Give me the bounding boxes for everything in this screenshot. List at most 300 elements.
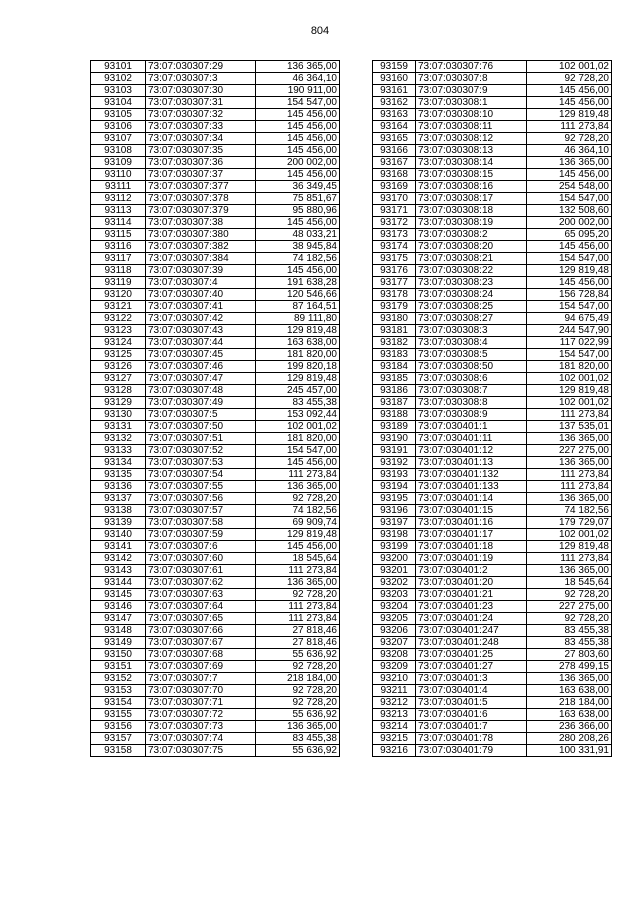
cadastral-number: 73:07:030307:46	[146, 361, 256, 373]
cadastral-value: 46 364,10	[256, 73, 340, 85]
table-row	[91, 421, 340, 433]
table-row	[373, 445, 612, 457]
cadastral-value: 111 273,84	[256, 469, 340, 481]
cadastral-value: 102 001,02	[256, 421, 340, 433]
record-number: 93191	[373, 445, 416, 457]
record-number: 93159	[373, 61, 416, 73]
cadastral-number: 73:07:030308:21	[416, 253, 527, 265]
cadastral-number: 73:07:030401:132	[416, 469, 527, 481]
table-row	[91, 193, 340, 205]
record-number: 93153	[91, 685, 146, 697]
table-row	[91, 157, 340, 169]
record-number: 93205	[373, 613, 416, 625]
cadastral-value: 280 208,26	[527, 733, 612, 745]
cadastral-value: 129 819,48	[527, 109, 612, 121]
cadastral-number: 73:07:030308:23	[416, 277, 527, 289]
cadastral-value: 83 455,38	[256, 397, 340, 409]
record-number: 93105	[91, 109, 146, 121]
table-row	[91, 313, 340, 325]
table-row	[91, 121, 340, 133]
table-row	[91, 517, 340, 529]
record-number: 93139	[91, 517, 146, 529]
table-row	[91, 265, 340, 277]
cadastral-number: 73:07:030307:36	[146, 157, 256, 169]
table-row	[373, 85, 612, 97]
cadastral-value: 92 728,20	[527, 133, 612, 145]
record-number: 93178	[373, 289, 416, 301]
cadastral-value: 145 456,00	[527, 277, 612, 289]
table-row	[91, 205, 340, 217]
cadastral-value: 145 456,00	[527, 241, 612, 253]
table-row	[373, 673, 612, 685]
cadastral-number: 73:07:030307:42	[146, 313, 256, 325]
cadastral-value: 129 819,48	[527, 265, 612, 277]
table-row	[373, 745, 612, 757]
cadastral-value: 181 820,00	[256, 349, 340, 361]
cadastral-number: 73:07:030401:15	[416, 505, 527, 517]
table-row	[373, 169, 612, 181]
cadastral-number: 73:07:030307:66	[146, 625, 256, 637]
table-row	[91, 373, 340, 385]
cadastral-value: 154 547,00	[256, 445, 340, 457]
cadastral-number: 73:07:030307:61	[146, 565, 256, 577]
record-number: 93158	[91, 745, 146, 757]
table-row	[373, 553, 612, 565]
cadastral-number: 73:07:030307:34	[146, 133, 256, 145]
cadastral-value: 136 365,00	[527, 673, 612, 685]
record-number: 93210	[373, 673, 416, 685]
cadastral-number: 73:07:030308:9	[416, 409, 527, 421]
table-row	[91, 97, 340, 109]
cadastral-value: 218 184,00	[527, 697, 612, 709]
record-number: 93131	[91, 421, 146, 433]
cadastral-value: 83 455,38	[256, 733, 340, 745]
table-row	[91, 457, 340, 469]
cadastral-value: 181 820,00	[527, 361, 612, 373]
record-number: 93192	[373, 457, 416, 469]
record-number: 93145	[91, 589, 146, 601]
table-row	[373, 157, 612, 169]
cadastral-number: 73:07:030307:59	[146, 529, 256, 541]
record-number: 93101	[91, 61, 146, 73]
cadastral-value: 95 880,96	[256, 205, 340, 217]
page-number: 804	[310, 25, 330, 37]
cadastral-value: 145 456,00	[256, 133, 340, 145]
record-number: 93212	[373, 697, 416, 709]
cadastral-number: 73:07:030401:1	[416, 421, 527, 433]
record-number: 93150	[91, 649, 146, 661]
cadastral-number: 73:07:030307:8	[416, 73, 527, 85]
table-row	[91, 481, 340, 493]
record-number: 93157	[91, 733, 146, 745]
table-row	[91, 145, 340, 157]
table-row	[91, 361, 340, 373]
cadastral-value: 156 728,84	[527, 289, 612, 301]
table-row	[373, 109, 612, 121]
record-number: 93202	[373, 577, 416, 589]
cadastral-number: 73:07:030401:7	[416, 721, 527, 733]
cadastral-value: 227 275,00	[527, 445, 612, 457]
record-number: 93201	[373, 565, 416, 577]
record-number: 93197	[373, 517, 416, 529]
cadastral-value: 136 365,00	[527, 493, 612, 505]
cadastral-value: 75 851,67	[256, 193, 340, 205]
cadastral-value: 111 273,84	[527, 121, 612, 133]
record-number: 93140	[91, 529, 146, 541]
record-number: 93123	[91, 325, 146, 337]
table-row	[373, 541, 612, 553]
cadastral-number: 73:07:030308:18	[416, 205, 527, 217]
cadastral-number: 73:07:030307:39	[146, 265, 256, 277]
table-row	[91, 709, 340, 721]
cadastral-value: 200 002,00	[527, 217, 612, 229]
cadastral-number: 73:07:030307:43	[146, 325, 256, 337]
cadastral-value: 154 547,00	[527, 193, 612, 205]
cadastral-value: 92 728,20	[256, 685, 340, 697]
cadastral-number: 73:07:030401:78	[416, 733, 527, 745]
cadastral-number: 73:07:030307:63	[146, 589, 256, 601]
table-row	[373, 277, 612, 289]
record-number: 93185	[373, 373, 416, 385]
cadastral-value: 92 728,20	[256, 493, 340, 505]
table-row	[373, 217, 612, 229]
cadastral-value: 132 508,60	[527, 205, 612, 217]
cadastral-number: 73:07:030307:38	[146, 217, 256, 229]
cadastral-value: 111 273,84	[256, 601, 340, 613]
cadastral-number: 73:07:030307:3	[146, 73, 256, 85]
table-row	[373, 193, 612, 205]
table-row	[373, 601, 612, 613]
table-row	[91, 637, 340, 649]
table-row	[91, 745, 340, 757]
record-number: 93199	[373, 541, 416, 553]
cadastral-value: 102 001,02	[527, 373, 612, 385]
cadastral-number: 73:07:030307:384	[146, 253, 256, 265]
cadastral-number: 73:07:030307:56	[146, 493, 256, 505]
table-row	[91, 349, 340, 361]
table-row	[91, 529, 340, 541]
cadastral-number: 73:07:030401:21	[416, 589, 527, 601]
table-row	[91, 85, 340, 97]
table-row	[91, 649, 340, 661]
table-row	[373, 697, 612, 709]
cadastral-number: 73:07:030401:247	[416, 625, 527, 637]
record-number: 93109	[91, 157, 146, 169]
cadastral-number: 73:07:030307:55	[146, 481, 256, 493]
cadastral-value: 111 273,84	[527, 481, 612, 493]
cadastral-number: 73:07:030401:23	[416, 601, 527, 613]
cadastral-number: 73:07:030308:20	[416, 241, 527, 253]
cadastral-number: 73:07:030307:49	[146, 397, 256, 409]
table-row	[91, 613, 340, 625]
cadastral-value: 38 945,84	[256, 241, 340, 253]
record-number: 93149	[91, 637, 146, 649]
record-number: 93200	[373, 553, 416, 565]
cadastral-value: 145 456,00	[527, 85, 612, 97]
cadastral-value: 181 820,00	[256, 433, 340, 445]
record-number: 93135	[91, 469, 146, 481]
table-row	[91, 493, 340, 505]
cadastral-number: 73:07:030307:73	[146, 721, 256, 733]
record-number: 93104	[91, 97, 146, 109]
table-row	[91, 469, 340, 481]
register-table-left	[90, 60, 340, 757]
table-row	[373, 577, 612, 589]
cadastral-value: 129 819,48	[256, 325, 340, 337]
table-row	[373, 265, 612, 277]
table-row	[91, 73, 340, 85]
record-number: 93209	[373, 661, 416, 673]
table-row	[373, 469, 612, 481]
cadastral-number: 73:07:030401:16	[416, 517, 527, 529]
cadastral-value: 65 095,20	[527, 229, 612, 241]
register-table-right	[372, 60, 612, 757]
cadastral-value: 218 184,00	[256, 673, 340, 685]
cadastral-value: 136 365,00	[256, 577, 340, 589]
cadastral-number: 73:07:030307:70	[146, 685, 256, 697]
cadastral-number: 73:07:030308:8	[416, 397, 527, 409]
table-row	[91, 385, 340, 397]
record-number: 93115	[91, 229, 146, 241]
cadastral-number: 73:07:030307:54	[146, 469, 256, 481]
record-number: 93204	[373, 601, 416, 613]
cadastral-number: 73:07:030401:2	[416, 565, 527, 577]
record-number: 93165	[373, 133, 416, 145]
record-number: 93134	[91, 457, 146, 469]
table-row	[373, 253, 612, 265]
record-number: 93215	[373, 733, 416, 745]
record-number: 93114	[91, 217, 146, 229]
record-number: 93133	[91, 445, 146, 457]
table-row	[373, 289, 612, 301]
table-row	[91, 505, 340, 517]
table-row	[91, 253, 340, 265]
cadastral-number: 73:07:030401:6	[416, 709, 527, 721]
record-number: 93208	[373, 649, 416, 661]
cadastral-number: 73:07:030307:58	[146, 517, 256, 529]
cadastral-number: 73:07:030307:29	[146, 61, 256, 73]
cadastral-value: 145 456,00	[527, 97, 612, 109]
table-row	[91, 673, 340, 685]
record-number: 93155	[91, 709, 146, 721]
record-number: 93179	[373, 301, 416, 313]
table-row	[373, 337, 612, 349]
cadastral-number: 73:07:030401:12	[416, 445, 527, 457]
cadastral-number: 73:07:030401:5	[416, 697, 527, 709]
record-number: 93196	[373, 505, 416, 517]
cadastral-number: 73:07:030307:35	[146, 145, 256, 157]
cadastral-value: 145 456,00	[256, 541, 340, 553]
record-number: 93184	[373, 361, 416, 373]
record-number: 93152	[91, 673, 146, 685]
cadastral-number: 73:07:030401:17	[416, 529, 527, 541]
cadastral-number: 73:07:030307:64	[146, 601, 256, 613]
table-row	[373, 229, 612, 241]
table-row	[373, 481, 612, 493]
cadastral-value: 145 456,00	[256, 121, 340, 133]
cadastral-value: 92 728,20	[527, 613, 612, 625]
cadastral-number: 73:07:030307:53	[146, 457, 256, 469]
cadastral-number: 73:07:030307:40	[146, 289, 256, 301]
record-number: 93190	[373, 433, 416, 445]
record-number: 93143	[91, 565, 146, 577]
record-number: 93122	[91, 313, 146, 325]
table-row	[91, 589, 340, 601]
cadastral-number: 73:07:030401:79	[416, 745, 527, 757]
cadastral-number: 73:07:030401:27	[416, 661, 527, 673]
table-row	[373, 61, 612, 73]
record-number: 93136	[91, 481, 146, 493]
cadastral-number: 73:07:030307:44	[146, 337, 256, 349]
cadastral-number: 73:07:030307:5	[146, 409, 256, 421]
table-row	[373, 385, 612, 397]
cadastral-number: 73:07:030401:20	[416, 577, 527, 589]
cadastral-value: 191 638,28	[256, 277, 340, 289]
record-number: 93106	[91, 121, 146, 133]
cadastral-number: 73:07:030401:14	[416, 493, 527, 505]
cadastral-number: 73:07:030307:71	[146, 697, 256, 709]
table-row	[373, 685, 612, 697]
cadastral-number: 73:07:030307:382	[146, 241, 256, 253]
table-row	[91, 109, 340, 121]
record-number: 93195	[373, 493, 416, 505]
cadastral-number: 73:07:030401:4	[416, 685, 527, 697]
cadastral-number: 73:07:030401:24	[416, 613, 527, 625]
record-number: 93108	[91, 145, 146, 157]
table-row	[373, 457, 612, 469]
cadastral-value: 145 456,00	[256, 109, 340, 121]
table-row	[373, 589, 612, 601]
record-number: 93107	[91, 133, 146, 145]
table-row	[91, 433, 340, 445]
cadastral-number: 73:07:030307:50	[146, 421, 256, 433]
table-row	[91, 277, 340, 289]
cadastral-value: 18 545,64	[527, 577, 612, 589]
table-row	[91, 301, 340, 313]
table-row	[91, 685, 340, 697]
cadastral-value: 145 456,00	[256, 265, 340, 277]
cadastral-value: 102 001,02	[527, 529, 612, 541]
record-number: 93132	[91, 433, 146, 445]
table-row	[373, 661, 612, 673]
cadastral-number: 73:07:030307:52	[146, 445, 256, 457]
cadastral-value: 154 547,00	[527, 349, 612, 361]
table-row	[373, 325, 612, 337]
record-number: 93124	[91, 337, 146, 349]
record-number: 93144	[91, 577, 146, 589]
table-row	[373, 517, 612, 529]
cadastral-value: 154 547,00	[256, 97, 340, 109]
cadastral-value: 154 547,00	[527, 301, 612, 313]
cadastral-value: 153 092,44	[256, 409, 340, 421]
cadastral-number: 73:07:030308:15	[416, 169, 527, 181]
record-number: 93176	[373, 265, 416, 277]
record-number: 93125	[91, 349, 146, 361]
cadastral-number: 73:07:030308:11	[416, 121, 527, 133]
table-row	[373, 613, 612, 625]
record-number: 93137	[91, 493, 146, 505]
table-row	[373, 181, 612, 193]
cadastral-value: 179 729,07	[527, 517, 612, 529]
cadastral-value: 136 365,00	[527, 433, 612, 445]
cadastral-number: 73:07:030308:22	[416, 265, 527, 277]
table-row	[91, 553, 340, 565]
record-number: 93127	[91, 373, 146, 385]
table-row	[91, 733, 340, 745]
cadastral-value: 154 547,00	[527, 253, 612, 265]
cadastral-number: 73:07:030307:69	[146, 661, 256, 673]
cadastral-value: 94 675,49	[527, 313, 612, 325]
cadastral-value: 69 909,74	[256, 517, 340, 529]
table-row	[373, 205, 612, 217]
table-row	[91, 397, 340, 409]
record-number: 93207	[373, 637, 416, 649]
table-row	[373, 121, 612, 133]
table-row	[373, 421, 612, 433]
cadastral-value: 36 349,45	[256, 181, 340, 193]
table-row	[373, 361, 612, 373]
cadastral-number: 73:07:030307:60	[146, 553, 256, 565]
cadastral-number: 73:07:030307:65	[146, 613, 256, 625]
table-row	[91, 625, 340, 637]
cadastral-number: 73:07:030308:27	[416, 313, 527, 325]
cadastral-value: 244 547,90	[527, 325, 612, 337]
cadastral-number: 73:07:030401:133	[416, 481, 527, 493]
table-row	[373, 409, 612, 421]
cadastral-number: 73:07:030308:4	[416, 337, 527, 349]
cadastral-number: 73:07:030308:17	[416, 193, 527, 205]
cadastral-value: 92 728,20	[527, 73, 612, 85]
cadastral-number: 73:07:030308:19	[416, 217, 527, 229]
record-number: 93194	[373, 481, 416, 493]
cadastral-number: 73:07:030308:50	[416, 361, 527, 373]
cadastral-value: 111 273,84	[527, 409, 612, 421]
record-number: 93163	[373, 109, 416, 121]
cadastral-value: 129 819,48	[256, 529, 340, 541]
table-row	[91, 445, 340, 457]
cadastral-number: 73:07:030307:31	[146, 97, 256, 109]
record-number: 93211	[373, 685, 416, 697]
cadastral-value: 55 636,92	[256, 745, 340, 757]
record-number: 93183	[373, 349, 416, 361]
cadastral-value: 129 819,48	[527, 385, 612, 397]
record-number: 93172	[373, 217, 416, 229]
record-number: 93146	[91, 601, 146, 613]
cadastral-value: 129 819,48	[527, 541, 612, 553]
table-row	[91, 133, 340, 145]
cadastral-number: 73:07:030307:68	[146, 649, 256, 661]
cadastral-number: 73:07:030308:10	[416, 109, 527, 121]
cadastral-value: 46 364,10	[527, 145, 612, 157]
record-number: 93119	[91, 277, 146, 289]
record-number: 93117	[91, 253, 146, 265]
record-number: 93102	[91, 73, 146, 85]
cadastral-number: 73:07:030307:41	[146, 301, 256, 313]
cadastral-number: 73:07:030307:72	[146, 709, 256, 721]
table-row	[373, 349, 612, 361]
table-row	[91, 565, 340, 577]
table-row	[373, 73, 612, 85]
table-row	[91, 541, 340, 553]
table-row	[373, 625, 612, 637]
cadastral-value: 27 818,46	[256, 625, 340, 637]
table-row	[373, 649, 612, 661]
table-row	[91, 229, 340, 241]
table-row	[91, 241, 340, 253]
record-number: 93182	[373, 337, 416, 349]
cadastral-number: 73:07:030307:62	[146, 577, 256, 589]
cadastral-value: 100 331,91	[527, 745, 612, 757]
